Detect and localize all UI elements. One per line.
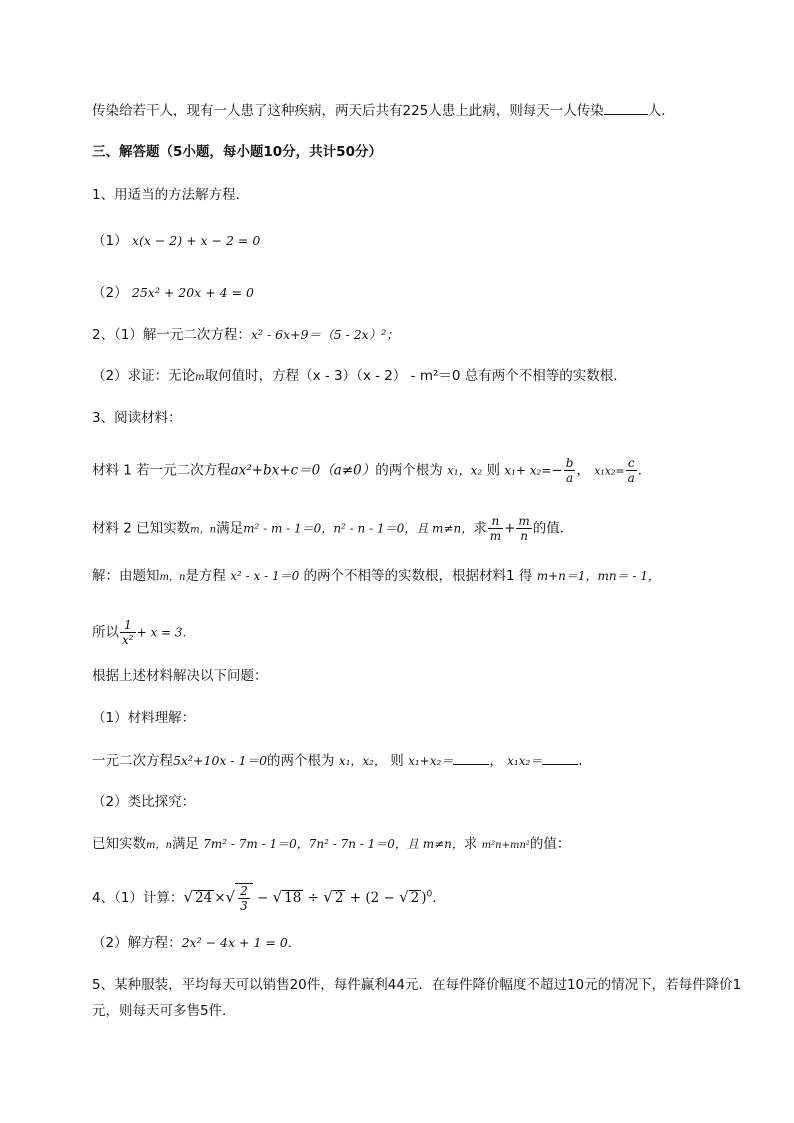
- section-heading: 三、解答题（5小题，每小题10分，共计50分）: [92, 144, 382, 160]
- q3-m1-sum-num: b: [565, 456, 574, 470]
- q2-part2-text-b: 取何值时，方程（x - 3）（x - 2） - m²＝0 总有两个不相等的实数根．: [204, 368, 627, 384]
- intro-end: 人．: [647, 103, 675, 119]
- q3-sol-text-b: 是方程: [185, 568, 226, 584]
- q3-m2-vars: m，n: [190, 524, 217, 536]
- answer-blank[interactable]: [604, 100, 648, 115]
- q3-so-frac-den: x²: [122, 633, 134, 647]
- q3-p1-text-a: 一元二次方程: [92, 753, 173, 769]
- q5-text: 5、某种服装，平均每天可以销售20件，每件赢利44元．在每件降价幅度不超过10元的情况下，若每件降价1元，则每天可多售5件．: [92, 977, 742, 1019]
- q3-m2-text-a: 材料 2 已知实数: [92, 520, 191, 537]
- q2-part2-text-a: （2）求证：无论: [92, 368, 196, 384]
- q3-m1-roots: x₁，x₂: [447, 463, 483, 478]
- q2-part1-equation: x² - 6x+9＝（5 - 2x）²；: [250, 327, 399, 342]
- q3-p1-sum: x₁+x₂＝: [408, 754, 454, 768]
- q3-sol-vars: m，n: [159, 572, 186, 583]
- q3-p2-text-d: 的值：: [529, 836, 571, 852]
- q3-ask: 根据上述材料解决以下问题：: [92, 668, 268, 684]
- q4-sqrt-fraction: [238, 884, 250, 913]
- q1-part2: [92, 283, 744, 303]
- q3-m2-frac1-num: n: [488, 514, 503, 529]
- q3-p1-text-c: 则: [390, 753, 404, 769]
- q3-m2-text-c: 求: [473, 520, 487, 537]
- q4-paren-sqrt2: 2: [410, 890, 420, 906]
- q3-part1: 一元二次方程5x²+10x - 1＝0的两个根为 x₁，x₂， 则 x₁+x₂＝ ， x₁x₂＝ ．: [92, 750, 744, 771]
- q1-stem: 1、用适当的方法解方程．: [92, 187, 250, 203]
- q4-exponent: 0: [426, 889, 433, 900]
- q3-sol-equation: x² - x - 1＝0: [230, 569, 300, 583]
- q4-sqrt18: 18: [284, 890, 302, 906]
- q4-p2-equation: 2x² − 4x + 1 = 0．: [181, 935, 301, 950]
- q3-m1-sum: x₁+ x₂=: [504, 463, 552, 478]
- q4-p2-text: （2）解方程：: [92, 935, 182, 951]
- q4-part2: [92, 933, 744, 953]
- q3-sol-text-c: 的两个不相等的实数根，根据材料1 得: [303, 568, 533, 584]
- q3-p2-text-a: 已知实数: [92, 836, 146, 852]
- q3-solution: [92, 566, 744, 588]
- q4-frac-num: 2: [240, 884, 248, 898]
- q3-p2-text-b: 满足: [171, 836, 199, 852]
- q3-m2-text-b: 满足: [216, 520, 244, 537]
- q3-so-fraction: [120, 618, 136, 647]
- q3-sol-result: m+n＝1，mn＝ - 1，: [536, 569, 660, 583]
- q3-m1-sum-fraction: [564, 456, 576, 485]
- q3-m2-frac2: [516, 514, 531, 543]
- q3-m2-frac2-num: m: [518, 514, 530, 528]
- q3-m1-text-b: 的两个根为: [375, 462, 443, 479]
- q3-material2: 材料 2 已知实数m，n满足m² - m - 1＝0，n² - n - 1＝0，且 m≠n，求 $\frac{n}{m}$ + $\frac{m}{n}$ 的值．: [92, 514, 574, 543]
- q3-part1-label: （1）材料理解：: [92, 710, 196, 726]
- q3-p1-text-b: 的两个根为: [267, 753, 335, 769]
- q3-m1-prod-den: a: [627, 471, 635, 485]
- q3-m2-frac1-den: m: [489, 529, 502, 543]
- intro-text: 传染给若干人，现有一人患了这种疾病，两天后共有225人患上此病，则每天一人传染: [92, 103, 604, 119]
- q3-m1-equation: ax²+bx+c＝0（a≠0）: [230, 462, 376, 479]
- q3-m2-equation: m² - m - 1＝0，n² - n - 1＝0，且 m≠n，: [243, 521, 474, 536]
- q3-sol-text-a: 解：由题知: [92, 568, 160, 584]
- q3-so-text-a: 所以: [92, 624, 119, 641]
- q4-sqrt2: 2: [334, 890, 344, 906]
- q1-part1: [92, 231, 744, 251]
- q3-part2: [92, 834, 744, 856]
- q3-p1-product: x₁x₂＝: [507, 754, 543, 768]
- q3-m2-frac2-den: n: [520, 529, 528, 543]
- q3-so-frac-num: 1: [120, 618, 136, 633]
- q3-m1-text-c: 则: [486, 462, 500, 479]
- q3-m1-prod-num: c: [626, 456, 637, 471]
- q3-m1-prod-fraction: [626, 456, 637, 485]
- q3-p2-target: m²n+mn²: [481, 840, 530, 851]
- q3-stem: 3、阅读材料：: [92, 410, 182, 426]
- q1-part1-label: （1）: [92, 233, 128, 249]
- q1-part1-equation: x(x − 2) + x − 2 = 0: [131, 233, 261, 248]
- q3-m1-product: x₁x₂=: [594, 464, 625, 478]
- q4-frac-den: 3: [240, 899, 248, 913]
- q3-p2-text-c: 求: [463, 836, 478, 852]
- q2-part2-var: m: [195, 372, 205, 383]
- q3-so-expr: + x = 3．: [136, 625, 195, 640]
- q3-p2-vars: m，n: [146, 840, 172, 851]
- q3-m2-text-d: 的值．: [532, 520, 574, 537]
- q3-material1: 材料 1 若一元二次方程ax²+bx+c＝0（a≠0）的两个根为 x₁，x₂ 则 x₁+ x₂=− $\frac{b}{a}$ ， x₁x₂= $\frac{c}{a}$ ．: [92, 456, 652, 485]
- q3-p1-equation: 5x²+10x - 1＝0: [173, 753, 268, 768]
- q3-m1-text-a: 材料 1 若一元二次方程: [92, 462, 231, 479]
- q4-part1: 4、（1）计算：√ 24 ×√ $\frac{2}{3}$ − √ 18 ÷ √ 2 + (2 − √ 2 )$^0$．: [92, 884, 446, 913]
- q2-part1-text: 2、（1）解一元二次方程：: [92, 327, 251, 343]
- q1-part2-equation: 25x² + 20x + 4 = 0: [131, 285, 254, 300]
- q3-p2-equation: 7m² - 7m - 1＝0，7n² - 7n - 1＝0，且 m≠n，: [203, 837, 464, 851]
- q3-m2-frac1: [488, 514, 503, 543]
- q2-part2: [92, 366, 744, 388]
- q3-m1-sum-den: a: [565, 471, 574, 485]
- q3-part2-label: （2）类比探究：: [92, 794, 196, 810]
- q4-p1-text: 4、（1）计算：: [92, 890, 184, 906]
- product-answer-blank[interactable]: [542, 750, 578, 765]
- q3-p1-roots: x₁，x₂，: [338, 754, 386, 768]
- q3-so-line: [92, 618, 744, 647]
- q4-sqrt24: 24: [195, 890, 213, 906]
- q2-part1: [92, 325, 744, 345]
- q1-part2-label: （2）: [92, 285, 128, 301]
- sum-answer-blank[interactable]: [453, 750, 489, 765]
- intro-line: [92, 100, 744, 121]
